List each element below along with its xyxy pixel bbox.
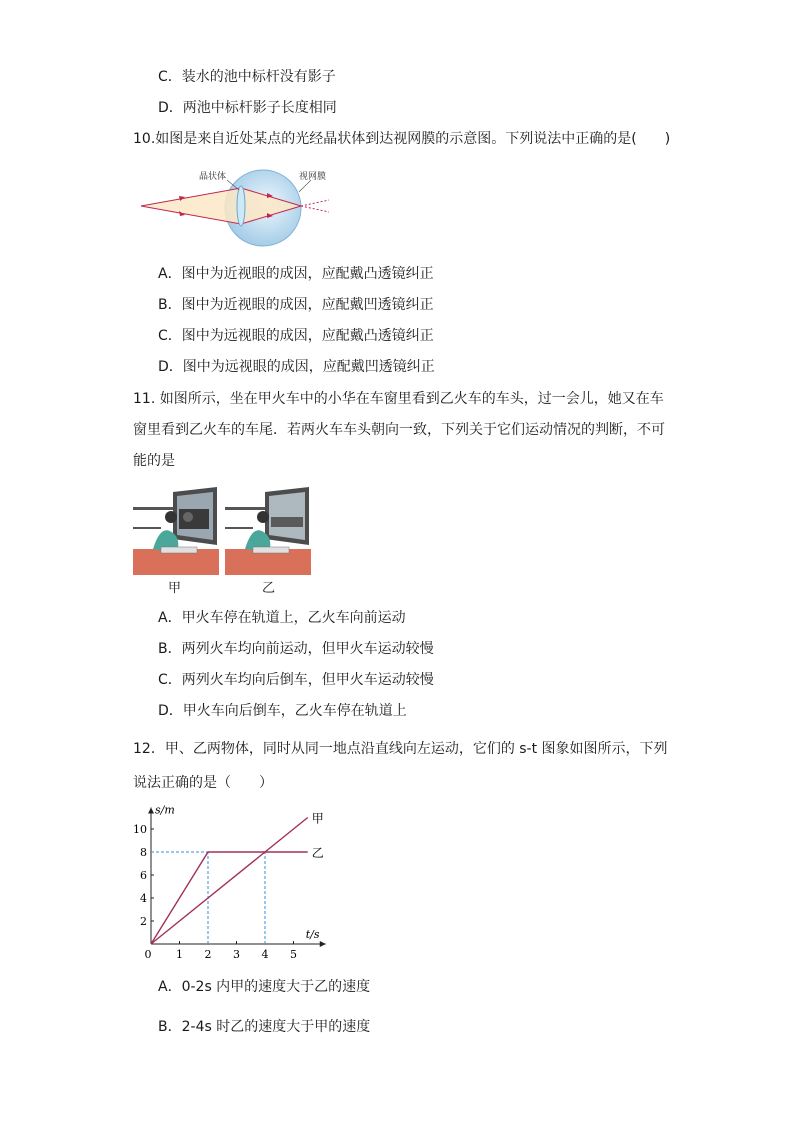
- x-tick-label: 3: [233, 948, 240, 961]
- lens-label: 晶状体: [199, 172, 227, 182]
- series-line-1: [151, 818, 308, 945]
- q12-option-b: B．2-4s 时乙的速度大于甲的速度: [158, 1019, 371, 1035]
- series-label-2: 乙: [311, 846, 324, 860]
- x-axis-arrow-icon: [320, 941, 326, 947]
- y-tick-label: 2: [140, 915, 147, 928]
- lens: [237, 186, 245, 226]
- retina-label: 视网膜: [299, 172, 327, 182]
- q11-stem-line-2: 窗里看到乙火车的车尾．若两火车车头朝向一致，下列关于它们运动情况的判断，不可: [133, 422, 665, 438]
- y-tick-label: 10: [133, 823, 147, 836]
- x-tick-label: 0: [144, 948, 152, 961]
- ray-extension-bottom: [301, 200, 329, 206]
- series-label-1: 甲: [311, 811, 324, 826]
- q9-option-d: D．两池中标杆影子长度相同: [158, 100, 337, 116]
- y-tick-label: 4: [140, 892, 147, 905]
- series-line-2: [151, 852, 308, 944]
- y-axis-arrow-icon: [148, 808, 154, 814]
- y-tick-label: 6: [140, 869, 147, 882]
- s-t-chart: [125, 798, 365, 970]
- caption-jia: 甲: [168, 581, 182, 596]
- x-tick-label: 1: [176, 948, 183, 961]
- q11-option-c: C．两列火车均向后倒车，但甲火车运动较慢: [158, 672, 434, 688]
- q11-stem-line-1: 11. 如图所示，坐在甲火车中的小华在车窗里看到乙火车的车头，过一会儿，她又在车: [133, 391, 664, 407]
- q10-option-d: D．图中为远视眼的成因，应配戴凹透镜纠正: [158, 359, 435, 375]
- q10-option-b: B．图中为近视眼的成因，应配戴凹透镜纠正: [158, 297, 434, 313]
- q11-option-d: D．甲火车向后倒车，乙火车停在轨道上: [158, 703, 407, 719]
- q11-option-a: A．甲火车停在轨道上，乙火车向前运动: [158, 610, 406, 626]
- train-window-illustration-jia: [133, 487, 219, 575]
- x-axis-label: t/s: [305, 928, 320, 941]
- q11-option-b: B．两列火车均向前运动，但甲火车运动较慢: [158, 641, 434, 657]
- x-tick-label: 2: [204, 948, 212, 961]
- q9-option-c: C．装水的池中标杆没有影子: [158, 69, 336, 85]
- q11-stem-line-3: 能的是: [133, 453, 175, 469]
- x-tick-label: 5: [290, 948, 297, 961]
- q12-stem-line-1: 12．甲、乙两物体，同时从同一地点沿直线向左运动，它们的 s-t 图象如图所示，下列: [133, 741, 668, 757]
- q12-option-a: A．0-2s 内甲的速度大于乙的速度: [158, 979, 371, 995]
- x-tick-label: 4: [261, 948, 269, 961]
- q10-option-a: A．图中为近视眼的成因，应配戴凸透镜纠正: [158, 266, 434, 282]
- eye-diagram: [133, 160, 333, 252]
- train-window-illustration-yi: [225, 487, 311, 575]
- q10-option-c: C．图中为远视眼的成因，应配戴凸透镜纠正: [158, 328, 434, 344]
- ray-extension-top: [301, 206, 329, 212]
- q10-stem: 10.如图是来自近处某点的光经晶状体到达视网膜的示意图。下列说法中正确的是( ): [133, 131, 671, 147]
- y-axis-label: s/m: [155, 803, 175, 817]
- caption-yi: 乙: [262, 581, 276, 596]
- q12-stem-line-2: 说法正确的是（ ）: [133, 775, 273, 791]
- y-tick-label: 8: [140, 846, 147, 859]
